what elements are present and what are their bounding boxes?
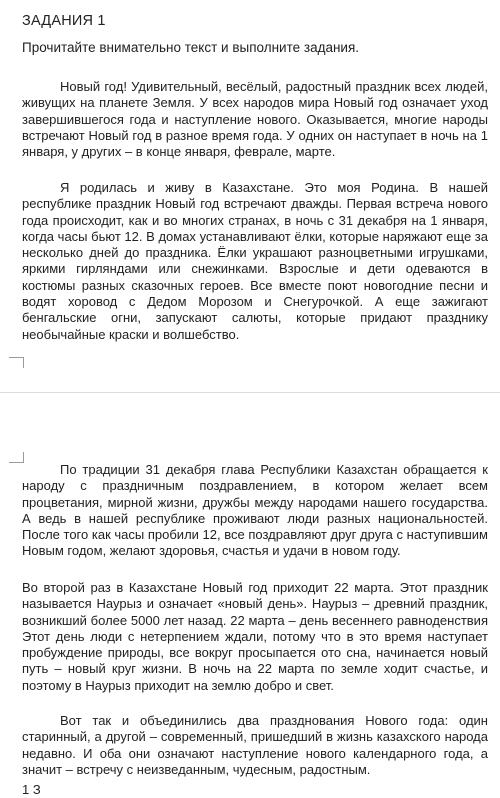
page-corner-mark xyxy=(9,357,24,368)
truncated-next-line: 1 З xyxy=(22,782,41,797)
paragraph-5: Вот так и объединились два празднования Нового года: один старинный, а другой – современный, пришедший в жизнь казахского народа недавно. И оба они означают наступление нового календарного года, а значит – встречу с неизведанным, чудесным, радостным. xyxy=(22,713,488,777)
paragraph-1: Новый год! Удивительный, весёлый, радостный праздник всех людей, живущих на планете Земля. У всех народов мира Новый год означает уход завершившегося года и наступление нового. Оказывается, многие народы встречают Новый год в разное время года. У одних он наступает в ночь на 1 января, у других – в конце января, феврале, марте. xyxy=(22,79,488,160)
task-heading: ЗАДАНИЯ 1 xyxy=(22,13,106,29)
page-top xyxy=(0,0,500,392)
paragraph-2: Я родилась и живу в Казахстане. Это моя Родина. В нашей республике праздник Новый год встречают дважды. Первая встреча нового года происходит, как и во многих странах, в ночь с 31 декабря на 1 января, когда часы бьют 12. В домах устанавливают ёлки, которые наряжают еще за несколько дней до праздника. Ёлки украшают разноцветными игрушками, яркими гирляндами или снежинками. Взрослые и дети одеваются в костюмы разных сказочных героев. Все вместе поют новогодние песни и водят хоровод с Дедом Морозом и Снегурочкой. А еще зажигают бенгальские огни, запускают салюты, которые придают празднику необычайные краски и волшебство. xyxy=(22,180,488,342)
paragraph-4: Во второй раз в Казахстане Новый год приходит 22 марта. Этот праздник называется Наурыз и означает «новый день». Наурыз – древний праздник, возникший более 5000 лет назад. 22 марта – день весеннего равноденствия Этот день люди с нетерпением ждали, потому что в это время наступает пробуждение природы, все вокруг просыпается ото сна, начинается новый путь – новый круг жизни. В ночь на 22 марта по земле ходит счастье, и поэтому в Наурыз приходит на землю добро и свет. xyxy=(22,580,488,693)
page-gap xyxy=(0,392,500,429)
paragraph-3: По традиции 31 декабря глава Республики Казахстан обращается к народу с праздничным поздравлением, в котором желает всем процветания, мирной жизни, дружбы между народами нашего государства. А ведь в нашей республике проживают люди разных национальностей. После того как часы пробили 12, все поздравляют друг друга с наступившим Новым годом, желают здоровья, счастья и удачи в новом году. xyxy=(22,462,488,559)
task-instruction: Прочитайте внимательно текст и выполните задания. xyxy=(22,40,360,55)
